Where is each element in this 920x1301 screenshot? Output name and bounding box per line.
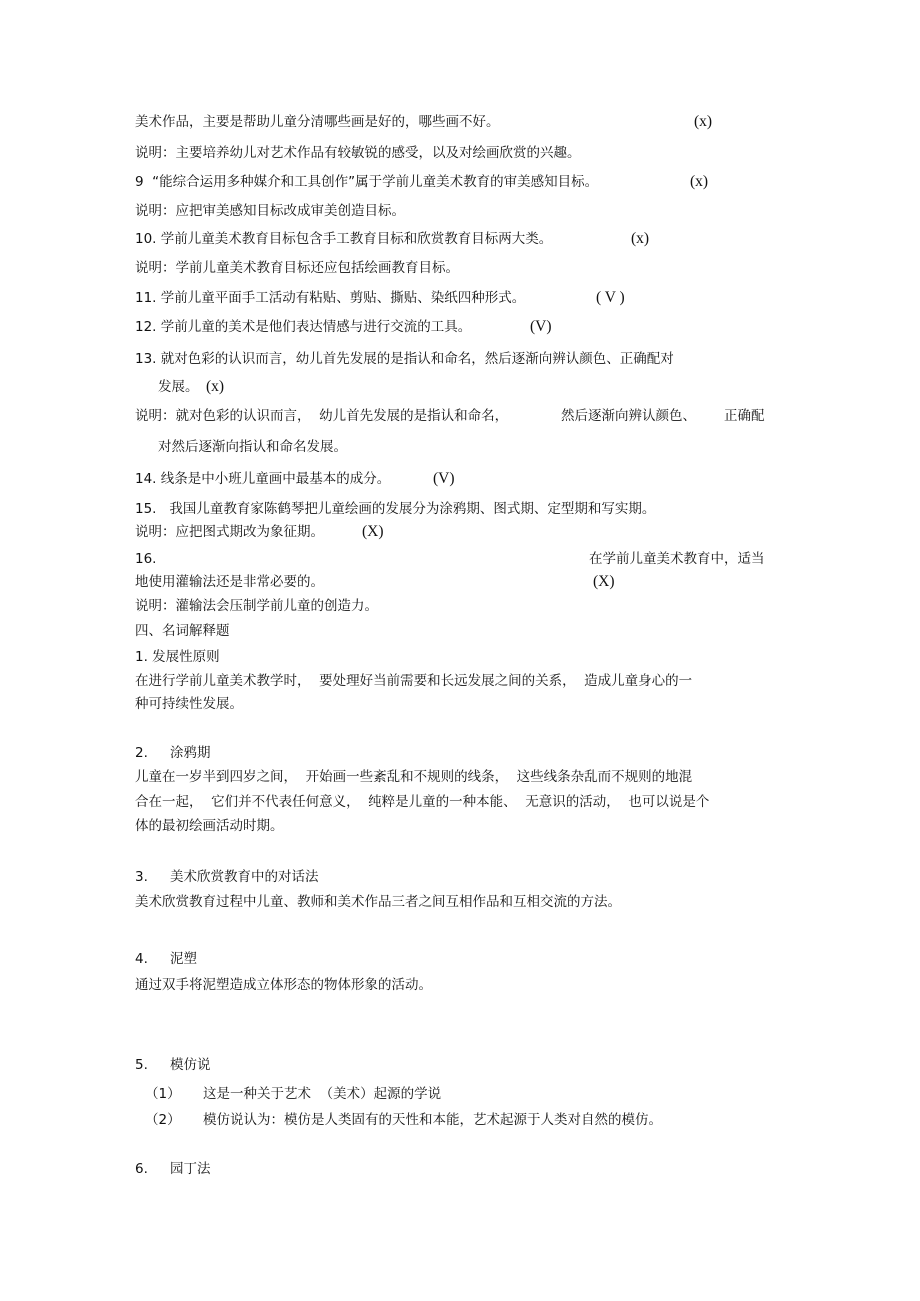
list-number: （2） xyxy=(145,1112,181,1128)
text-line: 9 “能综合运用多种媒介和工具创作”属于学前儿童美术教育的审美感知目标。 xyxy=(135,174,599,190)
term-number: 5. xyxy=(135,1057,148,1073)
text-line: 这是一种关于艺术 （美术）起源的学说 xyxy=(203,1086,442,1102)
text-line: 说明：主要培养幼儿对艺术作品有较敏锐的感受，以及对绘画欣赏的兴趣。 xyxy=(135,145,581,161)
term-number: 3. xyxy=(135,869,148,885)
text-line: 在学前儿童美术教育中，适当 xyxy=(589,551,765,567)
text-line: 体的最初绘画活动时期。 xyxy=(135,818,284,834)
text-line: 11. 学前儿童平面手工活动有粘贴、剪贴、撕贴、染纸四种形式。 xyxy=(135,290,526,306)
text-line: 说明：应把审美感知目标改成审美创造目标。 xyxy=(135,203,405,219)
text-line: 15. 我国儿童教育家陈鹤琴把儿童绘画的发展分为涂鸦期、图式期、定型期和写实期。 xyxy=(135,501,656,517)
text-line: 对然后逐渐向指认和命名发展。 xyxy=(158,439,347,455)
term-heading: 泥塑 xyxy=(170,951,197,967)
text-line: 正确配 xyxy=(724,408,765,424)
term-heading: 模仿说 xyxy=(170,1057,211,1073)
text-line: 地使用灌输法还是非常必要的。 xyxy=(135,574,324,590)
text-line: 美术欣赏教育过程中儿童、教师和美术作品三者之间互相作品和互相交流的方法。 xyxy=(135,894,621,910)
text-line: 说明：就对色彩的认识而言， 幼儿首先发展的是指认和命名， xyxy=(135,408,509,424)
answer-mark: (X) xyxy=(593,573,615,590)
answer-mark: (V) xyxy=(530,318,552,335)
answer-mark: (x) xyxy=(631,230,650,247)
text-line: 在进行学前儿童美术教学时， 要处理好当前需要和长远发展之间的关系， 造成儿童身心的一 xyxy=(135,673,693,689)
text-line: 14. 线条是中小班儿童画中最基本的成分。 xyxy=(135,471,391,487)
list-number: （1） xyxy=(145,1086,181,1102)
answer-mark: ( V ) xyxy=(596,289,625,306)
text-line: 通过双手将泥塑造成立体形态的物体形象的活动。 xyxy=(135,977,432,993)
text-line: 儿童在一岁半到四岁之间， 开始画一些紊乱和不规则的线条， 这些线条杂乱而不规则的地混 xyxy=(135,769,693,785)
text-line: 美术作品，主要是帮助儿童分清哪些画是好的，哪些画不好。 xyxy=(135,114,500,130)
answer-mark: (x) xyxy=(690,173,709,190)
answer-mark: (V) xyxy=(433,470,455,487)
text-line: 10. 学前儿童美术教育目标包含手工教育目标和欣赏教育目标两大类。 xyxy=(135,231,553,247)
section-heading: 四、名词解释题 xyxy=(135,623,230,639)
text-line: 种可持续性发展。 xyxy=(135,696,243,712)
text-line: 模仿说认为：模仿是人类固有的天性和本能，艺术起源于人类对自然的模仿。 xyxy=(203,1112,662,1128)
term-number: 6. xyxy=(135,1161,148,1177)
text-line: 说明：灌输法会压制学前儿童的创造力。 xyxy=(135,598,378,614)
text-line: 12. 学前儿童的美术是他们表达情感与进行交流的工具。 xyxy=(135,319,472,335)
term-heading: 美术欣赏教育中的对话法 xyxy=(170,869,319,885)
text-line: 然后逐渐向辨认颜色、 xyxy=(561,408,696,424)
text-line: 16. xyxy=(135,551,157,567)
answer-mark: (x) xyxy=(694,113,713,130)
answer-mark: (x) xyxy=(206,378,225,395)
text-line: 说明：应把图式期改为象征期。 xyxy=(135,524,324,540)
term-heading: 1. 发展性原则 xyxy=(135,649,220,665)
text-line: 说明：学前儿童美术教育目标还应包括绘画教育目标。 xyxy=(135,260,459,276)
term-number: 2. xyxy=(135,745,148,761)
term-number: 4. xyxy=(135,951,148,967)
answer-mark: (X) xyxy=(362,523,384,540)
term-heading: 园丁法 xyxy=(170,1161,211,1177)
text-line: 合在一起， 它们并不代表任何意义， 纯粹是儿童的一种本能、 无意识的活动， 也可以说是个 xyxy=(135,794,710,810)
term-heading: 涂鸦期 xyxy=(170,745,211,761)
text-line: 13. 就对色彩的认识而言，幼儿首先发展的是指认和命名，然后逐渐向辨认颜色、正确配对 xyxy=(135,351,674,367)
text-line: 发展。 xyxy=(158,379,199,395)
